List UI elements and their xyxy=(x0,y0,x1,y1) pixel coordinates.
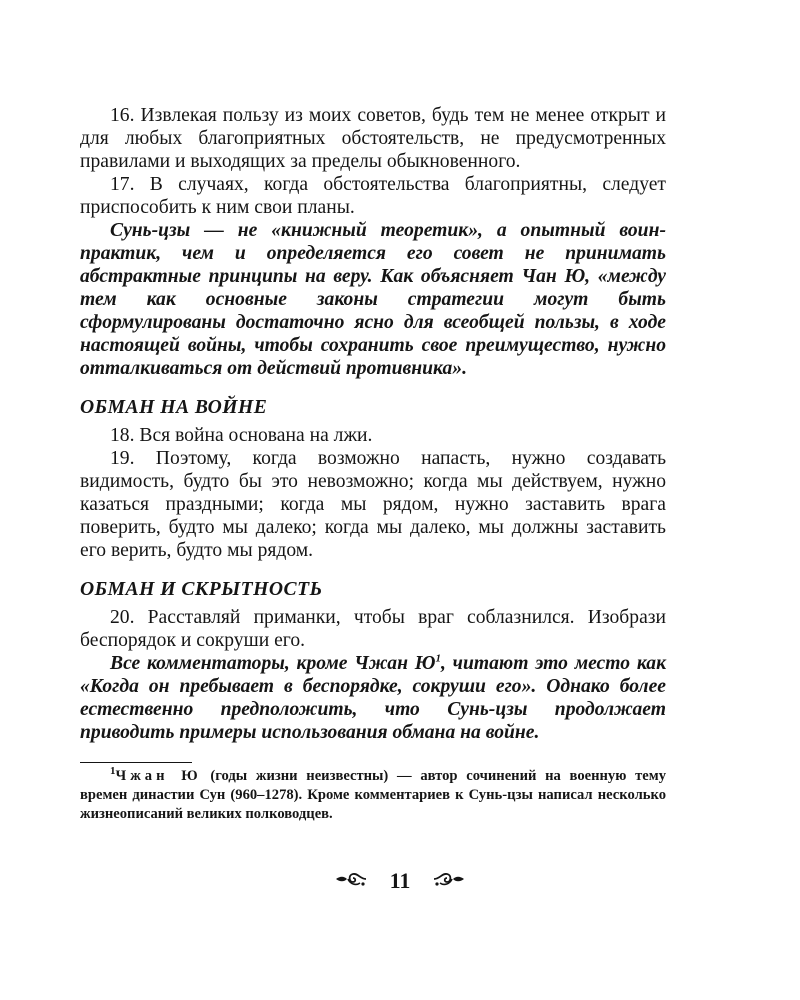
paragraph-16: 16. Извлекая пользу из моих советов, будь тем не менее открыт и для любых благоприятных обстоятельств, не предусмотренных правилами и выходящих за пределы обыкновенного. xyxy=(80,105,666,172)
fleuron-left-icon xyxy=(334,868,368,894)
section-heading-deception: ОБМАН НА ВОЙНЕ xyxy=(80,397,268,418)
footnote xyxy=(80,767,666,824)
paragraph-20: 20. Расставляй приманки, чтобы враг соблазнился. Изобрази беспорядок и сокруши его. xyxy=(80,607,666,651)
footnote-name: Чжан Ю xyxy=(115,768,202,784)
paragraph-18: 18. Вся война основана на лжи. xyxy=(110,425,373,446)
footnote-reference[interactable]: 1 xyxy=(435,652,441,665)
page-number: 11 xyxy=(389,867,411,893)
footnote-divider xyxy=(80,762,192,763)
paragraph-19: 19. Поэтому, когда возможно напасть, нужно создавать видимость, будто бы это невозможно; когда мы действуем, нужно казаться праздными; когда мы рядом, нужно заставить врага поверить, будто мы далеко; когда мы далеко, мы должны заставить его верить, будто мы рядом. xyxy=(80,448,666,561)
commentary-text-start: Все комментаторы, кроме Чжан Ю xyxy=(110,653,436,674)
commentary-paragraph: Сунь-цзы — не «книжный теоретик», а опытный воин-практик, чем и определяется его совет не принимать абстрактные принципы на веру. Как объясняет Чан Ю, «между тем как основные законы стратегии могут быть сформулированы достаточно ясно для всеобщей пользы, в ходе настоящей войны, чтобы сохранить свое преимущество, нужно отталкиваться от действий противника». xyxy=(80,220,666,379)
paragraph-17: 17. В случаях, когда обстоятельства благоприятны, следует приспособить к ним свои планы. xyxy=(80,174,666,218)
section-heading-concealment: ОБМАН И СКРЫТНОСТЬ xyxy=(80,579,323,600)
footnote-text: (годы жизни неизвестны) — автор сочинений на военную тему времен династии Сун (960–1278). Кроме комментариев к Сунь-цзы написал несколько жизнеописаний великих полководцев. xyxy=(80,768,666,822)
page-footer xyxy=(0,866,800,894)
commentary-paragraph-2 xyxy=(80,652,666,744)
fleuron-right-icon xyxy=(432,868,466,894)
page-body xyxy=(80,104,666,824)
commentary-text-end: , читают это место как «Когда он пребывает в беспорядке, сокруши его». Однако более естественно предположить, что Сунь-цзы продолжает приводить примеры использования обмана на войне. xyxy=(80,653,666,743)
footnote-marker: 1 xyxy=(110,765,116,778)
